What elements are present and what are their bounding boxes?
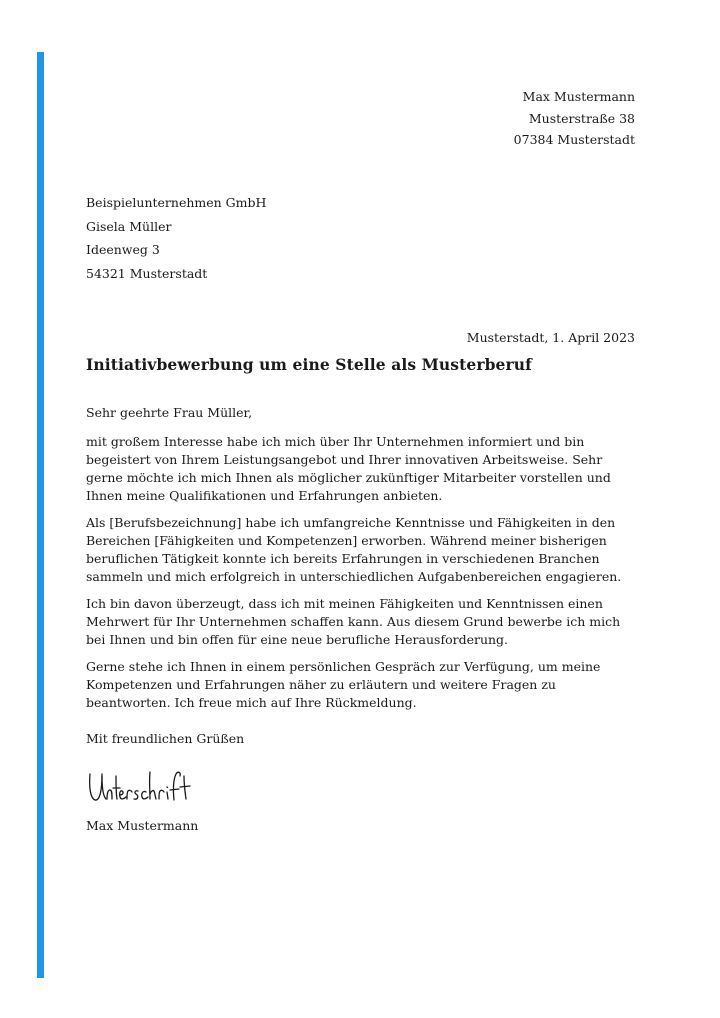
sender-address	[514, 86, 635, 151]
letter-subject: Initiativbewerbung um eine Stelle als Musterberuf	[86, 355, 532, 374]
recipient-company: Beispielunternehmen GmbH	[86, 195, 267, 210]
paragraph: Gerne stehe ich Ihnen in einem persönlichen Gespräch zur Verfügung, um meine Kompetenzen und Erfahrungen näher zu erläutern und weitere Fragen zu beantworten. Ich freue mich auf Ihre Rückmeldung.	[86, 659, 601, 710]
accent-bar	[37, 52, 44, 978]
signer-name: Max Mustermann	[86, 818, 199, 833]
paragraph: Ich bin davon überzeugt, dass ich mit meinen Fähigkeiten und Kenntnissen einen Mehrwert für Ihr Unternehmen schaffen kann. Aus diesem Grund bewerbe ich mich bei Ihnen und bin offen für eine neue berufliche Herausforderung.	[86, 596, 621, 647]
sender-name: Max Mustermann	[522, 89, 635, 104]
letter-body	[86, 404, 636, 721]
sender-city: 07384 Musterstadt	[513, 132, 635, 147]
recipient-city: 54321 Musterstadt	[86, 265, 208, 281]
handwritten-signature	[86, 766, 198, 810]
recipient-person: Gisela Müller	[86, 218, 172, 234]
closing-phrase: Mit freundlichen Grüßen	[86, 731, 245, 746]
salutation: Sehr geehrte Frau Müller,	[86, 405, 253, 420]
letter-date: Musterstadt, 1. April 2023	[466, 330, 635, 345]
recipient-address	[86, 191, 266, 285]
recipient-street: Ideenweg 3	[86, 242, 160, 257]
paragraph: Als [Berufsbezeichnung] habe ich umfangreiche Kenntnisse und Fähigkeiten in den Bereichen [Fähigkeiten und Kompetenzen] erworben. Während meiner bisherigen beruflichen Tätigkeit konnte ich bereits Erfahrungen in verschiedenen Branchen sammeln und mich erfolgreich in unterschiedlichen Aufgabenbereichen engagieren.	[86, 515, 622, 584]
paragraph: mit großem Interesse habe ich mich über Ihr Unternehmen informiert und bin begeistert von Ihrem Leistungsangebot und Ihrer innovativen Arbeitsweise. Sehr gerne möchte ich mich Ihnen als möglicher zukünftiger Mitarbeiter vorstellen und Ihnen meine Qualifikationen und Erfahrungen anbieten.	[86, 434, 611, 503]
sender-street: Musterstraße 38	[528, 110, 635, 126]
